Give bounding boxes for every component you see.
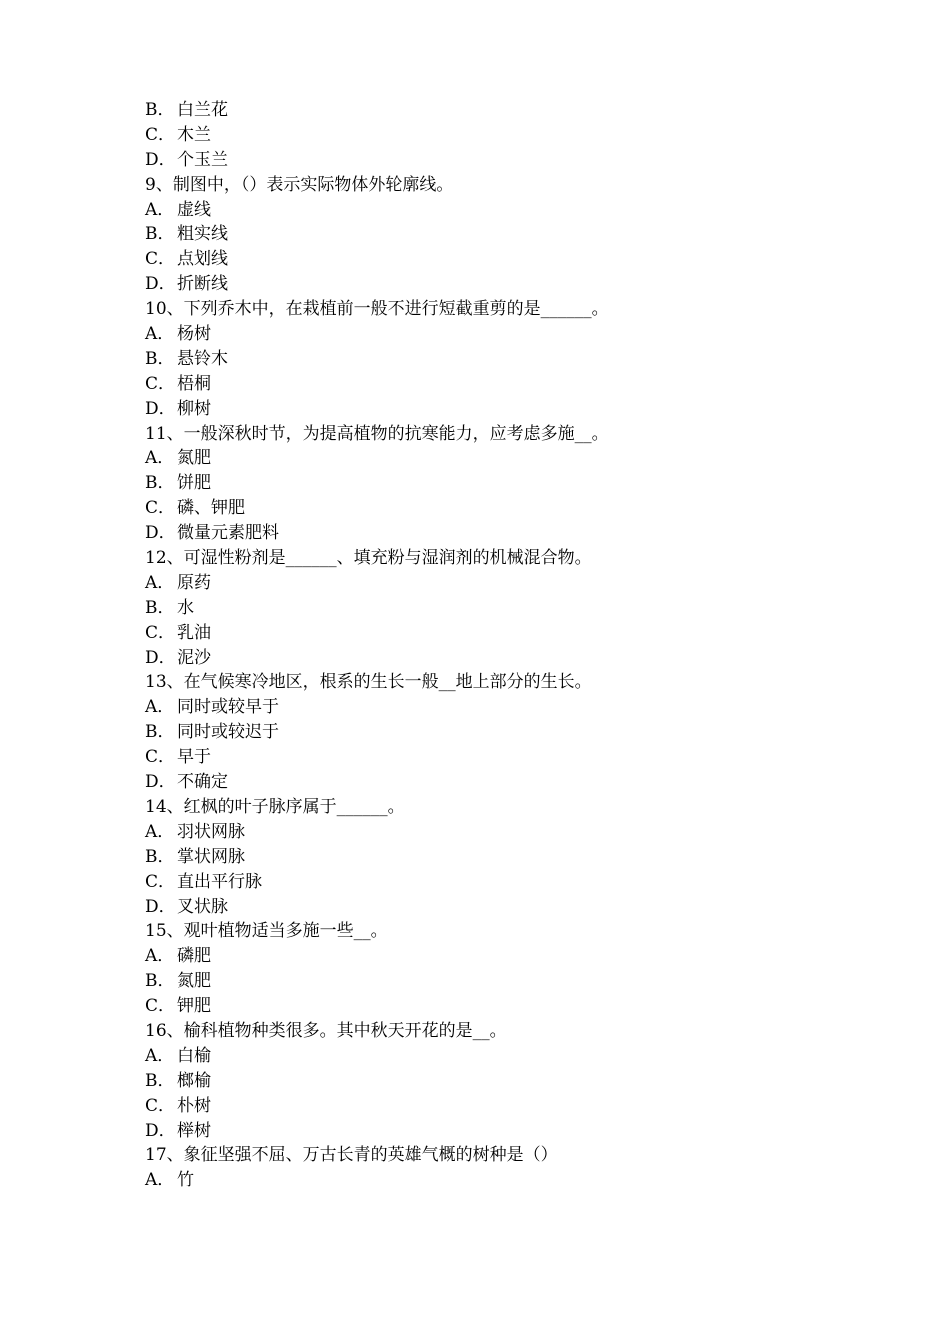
option-letter: D． [145, 896, 176, 917]
option-letter: D． [145, 647, 176, 668]
question-text: 12、可湿性粉剂是______、填充粉与湿润剂的机械混合物。 [145, 548, 592, 569]
answer-option [145, 1094, 845, 1119]
option-text: 朴树 [177, 1095, 211, 1116]
answer-option [145, 123, 845, 148]
option-letter: D． [145, 149, 176, 170]
answer-option [145, 222, 845, 247]
answer-option [145, 198, 845, 223]
option-text: 杨树 [177, 324, 211, 345]
option-text: 粗实线 [177, 224, 228, 245]
option-letter: A． [145, 946, 175, 967]
option-text: 竹 [177, 1170, 194, 1191]
option-letter: A． [145, 821, 175, 842]
option-letter: C． [145, 498, 176, 519]
answer-option [145, 944, 845, 969]
option-letter: C． [145, 249, 176, 270]
answer-option [145, 521, 845, 546]
option-text: 钾肥 [177, 996, 211, 1017]
question-text: 10、下列乔木中，在栽植前一般不进行短截重剪的是______。 [145, 299, 609, 320]
option-text: 白兰花 [177, 100, 228, 120]
option-text: 同时或较迟于 [177, 722, 279, 743]
answer-option [145, 1069, 845, 1094]
option-text: 磷、钾肥 [177, 498, 245, 519]
option-text: 氮肥 [177, 971, 211, 992]
answer-option [145, 446, 845, 471]
answer-option [145, 596, 845, 621]
answer-option [145, 646, 845, 671]
option-text: 氮肥 [177, 448, 211, 469]
option-text: 柳树 [177, 398, 211, 419]
option-text: 磷肥 [177, 946, 211, 967]
option-text: 悬铃木 [177, 348, 228, 369]
option-letter: B． [145, 348, 175, 369]
option-text: 直出平行脉 [177, 871, 262, 892]
option-text: 乳油 [177, 622, 211, 643]
option-letter: D． [145, 523, 176, 544]
answer-option [145, 247, 845, 272]
option-letter: B． [145, 100, 175, 120]
option-letter: A． [145, 324, 175, 345]
option-text: 泥沙 [177, 647, 211, 668]
answer-option [145, 571, 845, 596]
option-text: 原药 [177, 572, 211, 593]
answer-option [145, 745, 845, 770]
option-letter: B． [145, 971, 175, 992]
option-text: 微量元素肥料 [177, 523, 279, 544]
option-text: 虚线 [177, 199, 211, 220]
answer-option [145, 621, 845, 646]
option-letter: D． [145, 1120, 176, 1141]
option-letter: D． [145, 398, 176, 419]
answer-option [145, 870, 845, 895]
answer-option [145, 272, 845, 297]
option-letter: A． [145, 448, 175, 469]
option-text: 榔榆 [177, 1070, 211, 1091]
option-letter: B． [145, 224, 175, 245]
option-letter: C． [145, 373, 176, 394]
answer-option [145, 845, 845, 870]
option-text: 不确定 [177, 772, 228, 793]
option-letter: B． [145, 1070, 175, 1091]
answer-option [145, 770, 845, 795]
question-text: 17、象征坚强不屈、万古长青的英雄气概的树种是（） [145, 1145, 558, 1166]
option-text: 羽状网脉 [177, 821, 245, 842]
question-text: 13、在气候寒冷地区，根系的生长一般__地上部分的生长。 [145, 672, 592, 693]
option-text: 饼肥 [177, 473, 211, 494]
option-text: 个玉兰 [177, 149, 228, 170]
answer-option [145, 720, 845, 745]
option-letter: D． [145, 274, 176, 295]
option-text: 折断线 [177, 274, 228, 295]
answer-option [145, 496, 845, 521]
option-letter: B． [145, 846, 175, 867]
option-letter: B． [145, 597, 175, 618]
question-text: 9、制图中，（）表示实际物体外轮廓线。 [145, 174, 454, 195]
option-letter: C． [145, 1095, 176, 1116]
answer-option [145, 895, 845, 920]
option-letter: A． [145, 697, 175, 718]
option-letter: C． [145, 871, 176, 892]
option-text: 木兰 [177, 124, 211, 145]
question-list [145, 98, 845, 1193]
option-text: 水 [177, 597, 194, 618]
answer-option [145, 372, 845, 397]
option-text: 掌状网脉 [177, 846, 245, 867]
answer-option [145, 148, 845, 173]
answer-option [145, 969, 845, 994]
answer-option [145, 1044, 845, 1069]
option-letter: A． [145, 1170, 175, 1191]
answer-option [145, 994, 845, 1019]
answer-option [145, 98, 845, 123]
option-text: 榉树 [177, 1120, 211, 1141]
answer-option [145, 1119, 845, 1144]
option-letter: D． [145, 772, 176, 793]
answer-option [145, 1168, 845, 1193]
option-letter: C． [145, 124, 176, 145]
option-text: 叉状脉 [177, 896, 228, 917]
option-text: 点划线 [177, 249, 228, 270]
answer-option [145, 347, 845, 372]
answer-option [145, 820, 845, 845]
option-letter: A． [145, 199, 175, 220]
option-letter: C． [145, 622, 176, 643]
option-text: 梧桐 [177, 373, 211, 394]
question-text: 15、观叶植物适当多施一些__。 [145, 921, 388, 942]
option-letter: C． [145, 996, 176, 1017]
answer-option [145, 322, 845, 347]
question-text: 11、一般深秋时节，为提高植物的抗寒能力，应考虑多施__。 [145, 423, 609, 444]
option-text: 同时或较早于 [177, 697, 279, 718]
question-text: 14、红枫的叶子脉序属于______。 [145, 796, 405, 817]
option-text: 白榆 [177, 1045, 211, 1066]
option-letter: A． [145, 1045, 175, 1066]
answer-option [145, 397, 845, 422]
option-letter: B． [145, 473, 175, 494]
answer-option [145, 471, 845, 496]
option-letter: A． [145, 572, 175, 593]
option-letter: B． [145, 722, 175, 743]
option-letter: C． [145, 747, 176, 768]
question-text: 16、榆科植物种类很多。其中秋天开花的是__。 [145, 1020, 507, 1041]
option-text: 早于 [177, 747, 211, 768]
answer-option [145, 695, 845, 720]
